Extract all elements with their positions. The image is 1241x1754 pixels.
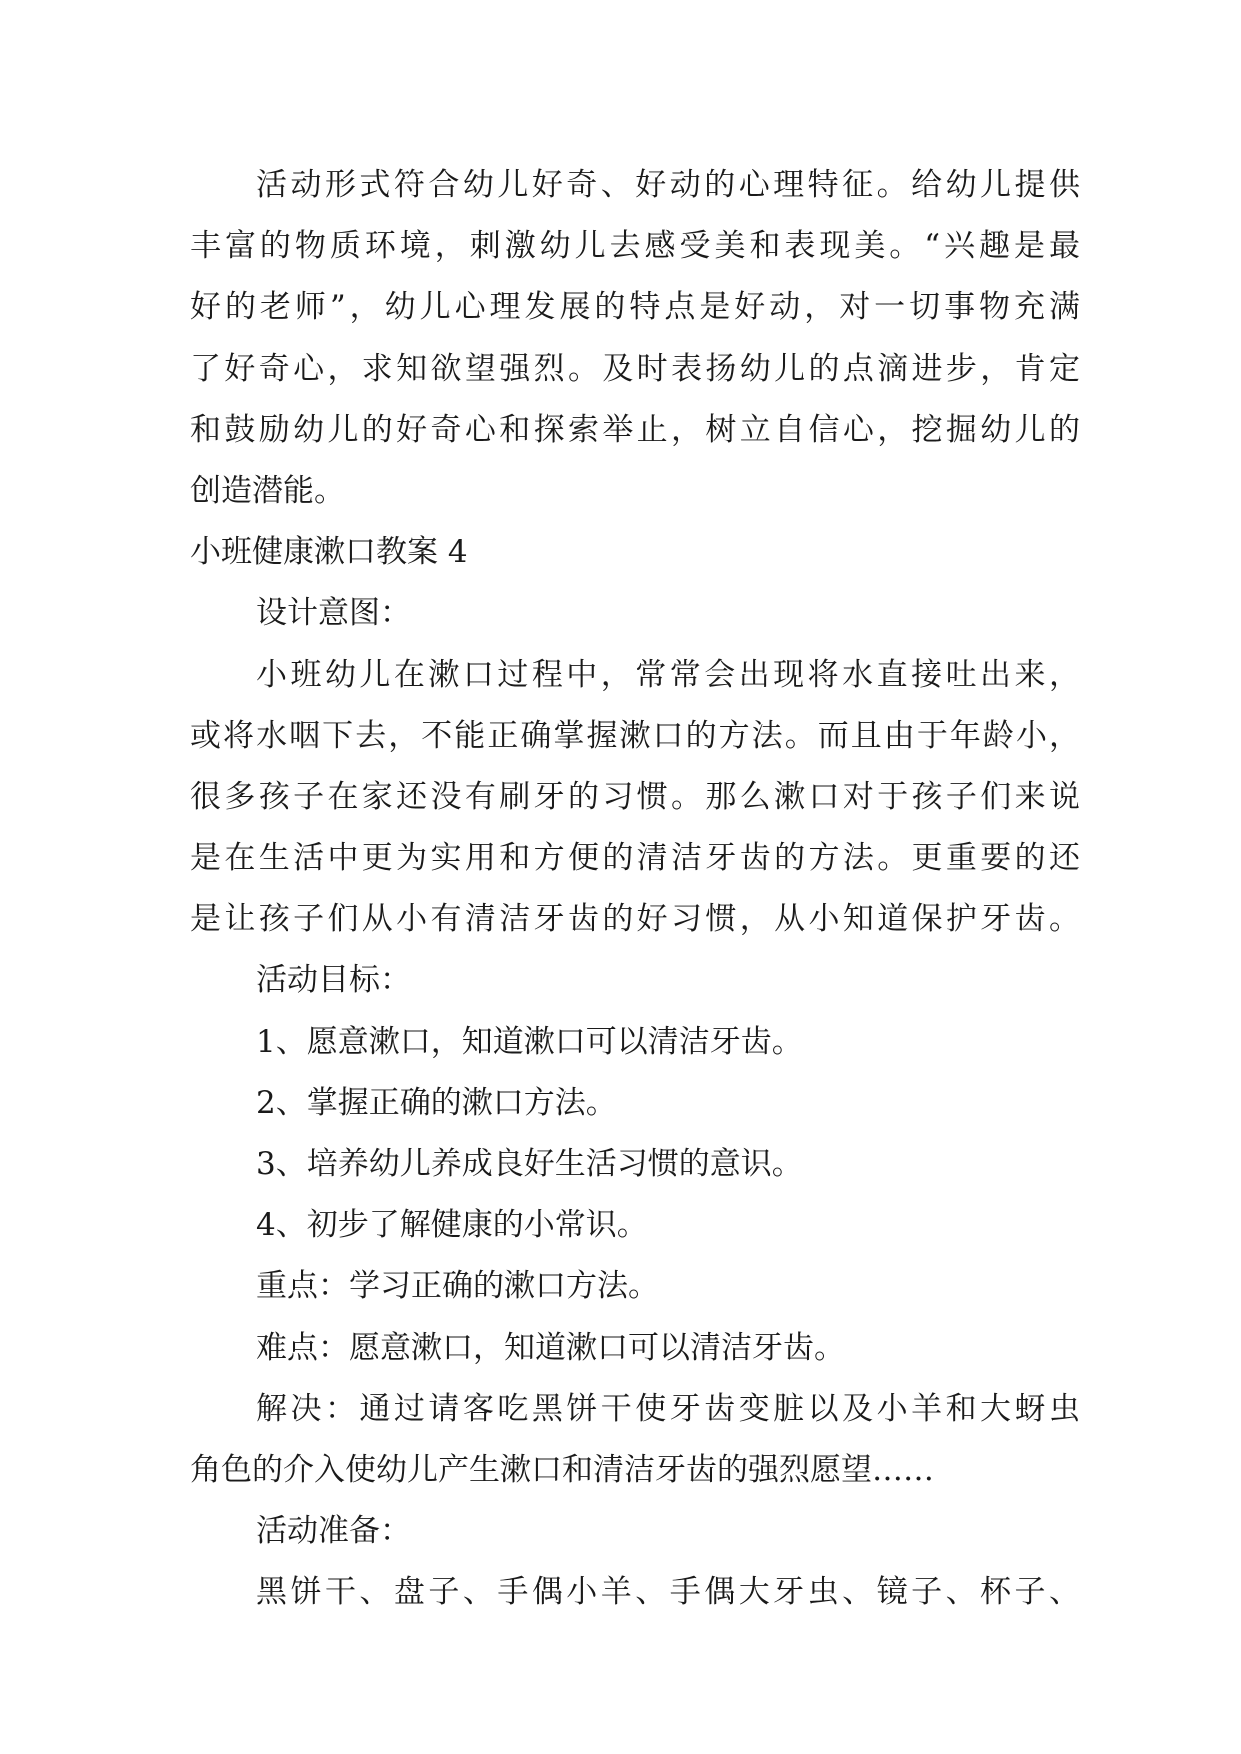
- paragraph-line: 是让孩子们从小有清洁牙齿的好习惯，从小知道保护牙齿。: [190, 901, 1080, 938]
- paragraph-line: 是在生活中更为实用和方便的清洁牙齿的方法。更重要的还: [190, 840, 1080, 877]
- paragraph-line: 或将水咽下去，不能正确掌握漱口的方法。而且由于年龄小，: [190, 717, 1080, 754]
- difficulty-line: 难点：愿意漱口，知道漱口可以清洁牙齿。: [256, 1329, 845, 1366]
- goal-item: 1、愿意漱口，知道漱口可以清洁牙齿。: [256, 1023, 803, 1060]
- subheading-activity-preparation: 活动准备：: [256, 1513, 411, 1550]
- goal-item: 2、掌握正确的漱口方法。: [256, 1084, 617, 1121]
- paragraph-line: 了好奇心，求知欲望强烈。及时表扬幼儿的点滴进步，肯定: [190, 350, 1080, 387]
- goal-item: 3、培养幼儿养成良好生活习惯的意识。: [256, 1146, 803, 1182]
- paragraph-line: 和鼓励幼儿的好奇心和探索举止，树立自信心，挖掘幼儿的: [190, 411, 1080, 448]
- paragraph-line: 丰富的物质环境，刺激幼儿去感受美和表现美。“兴趣是最: [190, 228, 1080, 265]
- subheading-activity-goals: 活动目标：: [256, 962, 411, 999]
- paragraph-line: 创造潜能。: [190, 472, 345, 509]
- paragraph-line: 活动形式符合幼儿好奇、好动的心理特征。给幼儿提供: [256, 167, 1080, 203]
- key-point-line: 重点：学习正确的漱口方法。: [256, 1268, 659, 1305]
- solution-line: 解决：通过请客吃黑饼干使牙齿变脏以及小羊和大蚜虫: [256, 1390, 1080, 1427]
- subheading-design-intent: 设计意图：: [256, 595, 411, 632]
- paragraph-line: 角色的介入使幼儿产生漱口和清洁牙齿的强烈愿望……: [190, 1451, 934, 1488]
- paragraph-line: 黑饼干、盘子、手偶小羊、手偶大牙虫、镜子、杯子、: [256, 1574, 1080, 1611]
- paragraph-line: 很多孩子在家还没有刷牙的习惯。那么漱口对于孩子们来说: [190, 778, 1080, 815]
- goal-item: 4、初步了解健康的小常识。: [256, 1207, 648, 1244]
- paragraph-line: 好的老师”，幼儿心理发展的特点是好动，对一切事物充满: [190, 289, 1080, 326]
- document-body: [190, 155, 1080, 1624]
- paragraph-line: 小班幼儿在漱口过程中，常常会出现将水直接吐出来，: [256, 656, 1080, 693]
- section-heading: 小班健康漱口教案 4: [190, 534, 468, 571]
